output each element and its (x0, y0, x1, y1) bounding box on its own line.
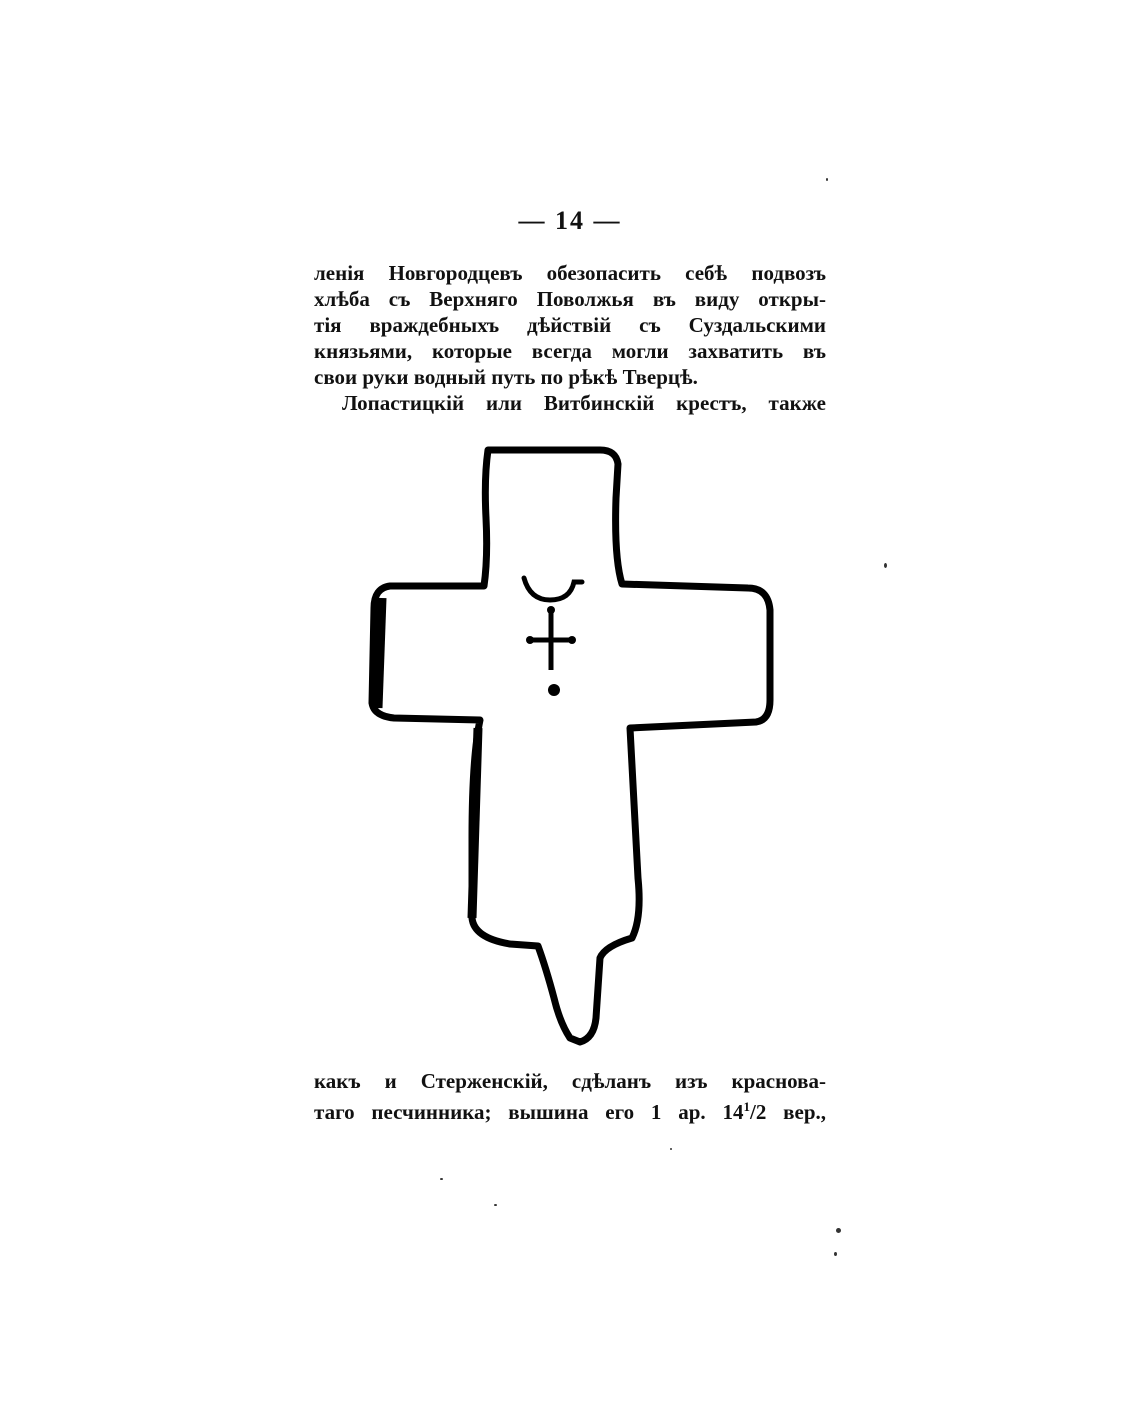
text-line: хлѣба съ Верхняго Поволжья въ виду откры- (314, 287, 826, 311)
fraction-slash: / (750, 1100, 756, 1124)
text-line-measurement (314, 1094, 826, 1124)
scan-speck (826, 178, 828, 181)
text-line: какъ и Стерженскій, сдѣланъ изъ краснова- (314, 1069, 826, 1093)
scan-speck (834, 1252, 837, 1256)
scan-speck (494, 1204, 497, 1206)
stone-cross-drawing-icon (360, 438, 790, 1050)
page-number: — 14 — (518, 206, 622, 235)
scan-speck (884, 563, 887, 568)
scan-speck (670, 1148, 672, 1150)
lower-paragraph (314, 1068, 826, 1124)
text-line: князьями, которые всегда могли захватить въ (314, 339, 826, 363)
text-line: ленія Новгородцевъ обезопасить себѣ подвозъ (314, 261, 826, 285)
fraction-numerator: 1 (743, 1099, 750, 1114)
scan-speck (836, 1228, 841, 1233)
text-fragment: вер., (766, 1100, 826, 1124)
text-fragment: таго песчинника; вышина его 1 ар. 14 (314, 1100, 744, 1124)
upper-paragraph (314, 260, 826, 416)
text-line: тія враждебныхъ дѣйствій съ Суздальскими (314, 313, 826, 337)
text-line-paragraph-start: Лопастицкій или Витбинскій крестъ, также (342, 391, 826, 415)
fraction-denominator: 2 (755, 1100, 767, 1124)
text-line: свои руки водный путь по рѣкѣ Тверцѣ. (314, 365, 698, 389)
scan-speck (440, 1178, 443, 1180)
